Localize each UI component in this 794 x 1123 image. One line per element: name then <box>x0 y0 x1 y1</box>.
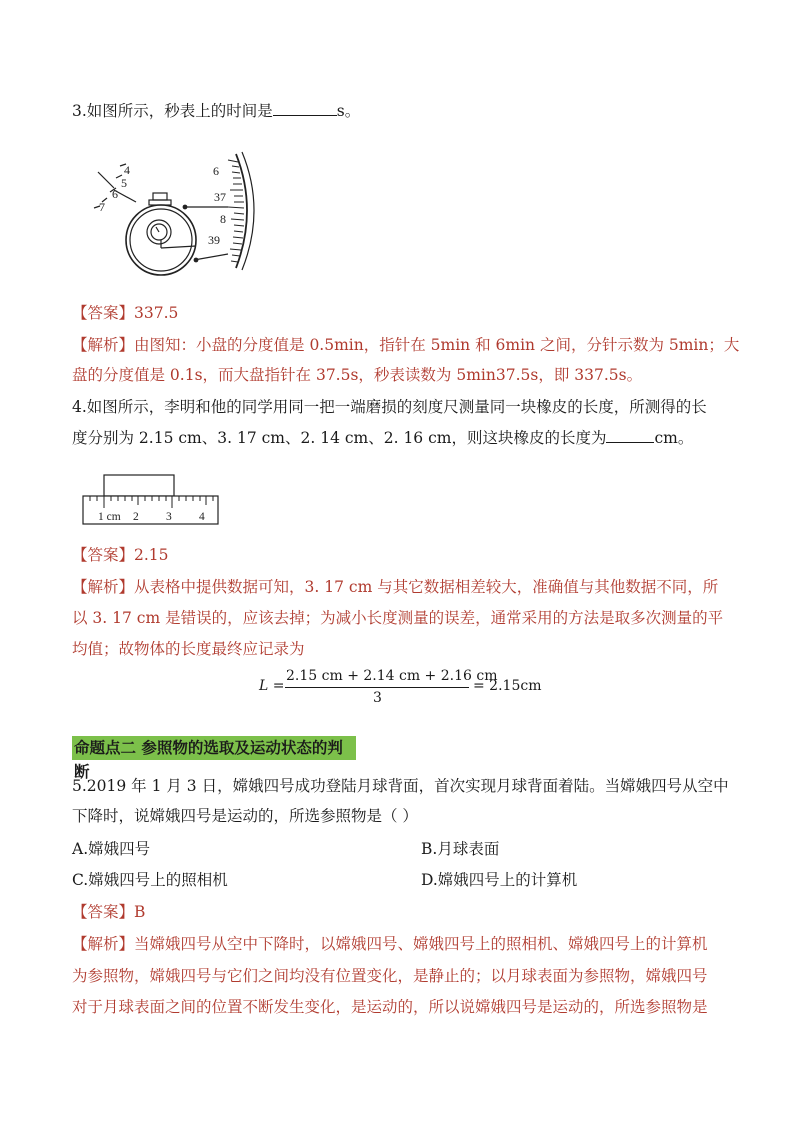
q5-answer: 【答案】B <box>72 903 146 921</box>
formula-denominator: 3 <box>373 690 382 706</box>
stopwatch-figure <box>86 150 262 276</box>
large-tick-label: 6 <box>213 164 219 178</box>
q3-stem: 3.如图所示，秒表上的时间是 s。 <box>72 102 361 120</box>
q5-analysis-line2: 为参照物，嫦娥四号与它们之间均没有位置变化，是静止的；以月球表面为参照物，嫦娥四号 <box>72 967 708 985</box>
q5-analysis-line3: 对于月球表面之间的位置不断发生变化，是运动的，所以说嫦娥四号是运动的，所选参照物是 <box>72 998 708 1016</box>
stopwatch-crown <box>153 193 167 200</box>
small-tick-label: 6 <box>112 187 118 201</box>
ruler-label: 2 <box>133 511 139 523</box>
ruler-label: 3 <box>166 511 172 523</box>
small-dial-pointer <box>98 172 114 188</box>
large-tick-label: 8 <box>220 212 226 226</box>
formula-rhs: = 2.15cm <box>473 678 542 694</box>
q5-option-row2 <box>72 870 578 890</box>
q3-answer-blank <box>273 101 337 116</box>
q5-option-row1 <box>72 839 500 859</box>
q4-analysis-line1: 【解析】从表格中提供数据可知，3. 17 cm 与其它数据相差较大，准确值与其他数据不同，所 <box>72 578 719 596</box>
q3-answer: 【答案】337.5 <box>72 304 179 322</box>
ruler-label: 1 cm <box>98 511 121 523</box>
large-tick-label: 39 <box>208 233 220 247</box>
q4-answer-blank <box>606 428 654 443</box>
q5-option-b: B.月球表面 <box>421 840 500 858</box>
eraser-rect <box>104 475 174 496</box>
q3-analysis-line1: 【解析】由图知：小盘的分度值是 0.5min，指针在 5min 和 6min 之间，分针示数为 5min；大 <box>72 336 740 354</box>
ruler-figure <box>80 472 222 528</box>
q5-stem-line2: 下降时，说嫦娥四号是运动的，所选参照物是（ ） <box>72 807 418 825</box>
q4-stem-line1: 4.如图所示，李明和他的同学用同一把一端磨损的刻度尺测量同一块橡皮的长度，所测得的长 <box>72 398 707 416</box>
q4-analysis-line2: 以 3. 17 cm 是错误的，应该去掉；为减小长度测量的误差，通常采用的方法是取多次测量的平 <box>72 609 724 627</box>
q5-analysis-line1: 【解析】当嫦娥四号从空中下降时，以嫦娥四号、嫦娥四号上的照相机、嫦娥四号上的计算机 <box>72 935 708 953</box>
q5-stem-line1: 5.2019 年 1 月 3 日，嫦娥四号成功登陆月球背面，首次实现月球背面着陆。当嫦娥四号从空中 <box>72 777 729 795</box>
large-dial-arc <box>236 154 247 268</box>
q4-analysis-line3: 均值；故物体的长度最终应记录为 <box>72 640 305 658</box>
large-tick-label: 37 <box>214 190 226 204</box>
small-tick-label: 4 <box>124 163 130 177</box>
q4-answer: 【答案】2.15 <box>72 546 169 564</box>
q5-option-a: A.嫦娥四号 <box>72 840 151 858</box>
section-heading: 命题点二 参照物的选取及运动状态的判断 <box>72 736 356 760</box>
q5-option-d: D.嫦娥四号上的计算机 <box>421 871 578 889</box>
small-tick-label: 7 <box>99 200 105 214</box>
ruler-label: 4 <box>199 511 205 523</box>
q3-analysis-line2: 盘的分度值是 0.1s，而大盘指针在 37.5s，秒表读数为 5min37.5s，即 337.5s。 <box>72 366 643 384</box>
formula-lhs: L = <box>259 678 285 694</box>
fraction-bar <box>285 687 469 688</box>
q5-option-c: C.嫦娥四号上的照相机 <box>72 871 228 889</box>
q4-stem-line2: 度分别为 2.15 cm、3. 17 cm、2. 14 cm、2. 16 cm，则这块橡皮的长度为 cm。 <box>72 429 694 447</box>
formula-numerator: 2.15 cm + 2.14 cm + 2.16 cm <box>286 668 498 684</box>
small-tick-label: 5 <box>121 176 127 190</box>
